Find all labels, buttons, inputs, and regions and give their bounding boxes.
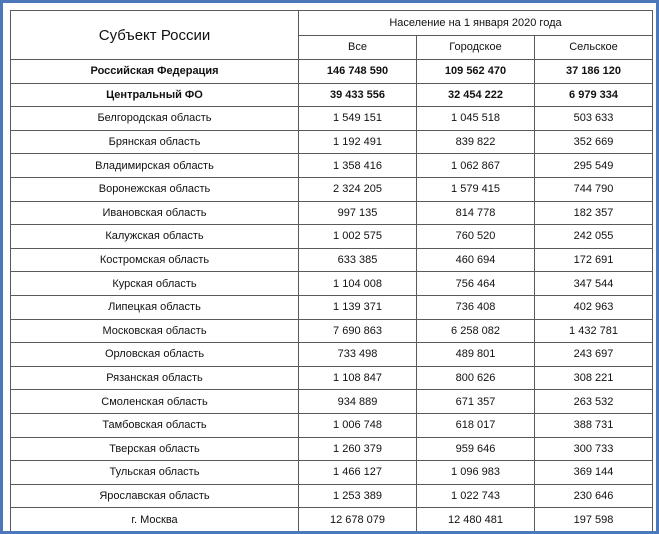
rural-population-cell: 37 186 120 [535, 60, 653, 84]
population-table [10, 10, 653, 532]
all-population-cell: 2 324 205 [299, 177, 417, 201]
urban-population-cell: 12 480 481 [417, 508, 535, 532]
all-population-cell: 1 253 389 [299, 484, 417, 508]
rural-population-cell: 503 633 [535, 107, 653, 131]
subject-cell: Московская область [11, 319, 299, 343]
subject-cell: Российская Федерация [11, 60, 299, 84]
table-row [11, 508, 653, 532]
table-row [11, 225, 653, 249]
urban-column-header: Городское [417, 35, 535, 60]
all-population-cell: 1 549 151 [299, 107, 417, 131]
subject-cell: Орловская область [11, 343, 299, 367]
rural-population-cell: 182 357 [535, 201, 653, 225]
subject-cell: Центральный ФО [11, 83, 299, 107]
rural-population-cell: 388 731 [535, 413, 653, 437]
all-population-cell: 1 260 379 [299, 437, 417, 461]
urban-population-cell: 814 778 [417, 201, 535, 225]
table-row [11, 248, 653, 272]
table-row [11, 319, 653, 343]
rural-population-cell: 243 697 [535, 343, 653, 367]
urban-population-cell: 1 045 518 [417, 107, 535, 131]
table-row [11, 390, 653, 414]
all-population-cell: 1 104 008 [299, 272, 417, 296]
all-population-cell: 733 498 [299, 343, 417, 367]
table-row [11, 272, 653, 296]
subject-cell: Белгородская область [11, 107, 299, 131]
rural-population-cell: 263 532 [535, 390, 653, 414]
rural-population-cell: 172 691 [535, 248, 653, 272]
urban-population-cell: 1 096 983 [417, 461, 535, 485]
all-population-cell: 633 385 [299, 248, 417, 272]
all-column-header: Все [299, 35, 417, 60]
subject-cell: Брянская область [11, 130, 299, 154]
rural-population-cell: 402 963 [535, 295, 653, 319]
all-population-cell: 1 139 371 [299, 295, 417, 319]
header-row-top [11, 11, 653, 36]
subject-cell: Курская область [11, 272, 299, 296]
subject-column-header: Субъект России [11, 11, 299, 60]
urban-population-cell: 618 017 [417, 413, 535, 437]
urban-population-cell: 800 626 [417, 366, 535, 390]
rural-population-cell: 6 979 334 [535, 83, 653, 107]
all-population-cell: 1 108 847 [299, 366, 417, 390]
urban-population-cell: 489 801 [417, 343, 535, 367]
urban-population-cell: 1 022 743 [417, 484, 535, 508]
table-header [11, 11, 653, 60]
urban-population-cell: 6 258 082 [417, 319, 535, 343]
all-population-cell: 1 192 491 [299, 130, 417, 154]
rural-column-header: Сельское [535, 35, 653, 60]
table-row [11, 437, 653, 461]
urban-population-cell: 109 562 470 [417, 60, 535, 84]
rural-population-cell: 300 733 [535, 437, 653, 461]
urban-population-cell: 736 408 [417, 295, 535, 319]
table-row [11, 107, 653, 131]
subject-cell: Тверская область [11, 437, 299, 461]
urban-population-cell: 460 694 [417, 248, 535, 272]
rural-population-cell: 369 144 [535, 461, 653, 485]
urban-population-cell: 959 646 [417, 437, 535, 461]
urban-population-cell: 760 520 [417, 225, 535, 249]
table-row [11, 484, 653, 508]
subject-cell: Калужская область [11, 225, 299, 249]
table-row [11, 413, 653, 437]
table-row [11, 177, 653, 201]
urban-population-cell: 1 062 867 [417, 154, 535, 178]
all-population-cell: 39 433 556 [299, 83, 417, 107]
subject-cell: Ивановская область [11, 201, 299, 225]
all-population-cell: 1 002 575 [299, 225, 417, 249]
table-row [11, 130, 653, 154]
table-row [11, 83, 653, 107]
table-row [11, 201, 653, 225]
table-body [11, 60, 653, 532]
urban-population-cell: 839 822 [417, 130, 535, 154]
subject-cell: Рязанская область [11, 366, 299, 390]
rural-population-cell: 1 432 781 [535, 319, 653, 343]
subject-cell: Ярославская область [11, 484, 299, 508]
subject-cell: Тамбовская область [11, 413, 299, 437]
table-row [11, 295, 653, 319]
rural-population-cell: 295 549 [535, 154, 653, 178]
rural-population-cell: 242 055 [535, 225, 653, 249]
urban-population-cell: 32 454 222 [417, 83, 535, 107]
all-population-cell: 997 135 [299, 201, 417, 225]
urban-population-cell: 671 357 [417, 390, 535, 414]
rural-population-cell: 352 669 [535, 130, 653, 154]
table-row [11, 60, 653, 84]
all-population-cell: 934 889 [299, 390, 417, 414]
rural-population-cell: 347 544 [535, 272, 653, 296]
subject-cell: Костромская область [11, 248, 299, 272]
subject-cell: Владимирская область [11, 154, 299, 178]
all-population-cell: 1 006 748 [299, 413, 417, 437]
population-group-header: Население на 1 января 2020 года [299, 11, 653, 36]
subject-cell: Воронежская область [11, 177, 299, 201]
table-row [11, 343, 653, 367]
subject-cell: Смоленская область [11, 390, 299, 414]
table-row [11, 366, 653, 390]
urban-population-cell: 1 579 415 [417, 177, 535, 201]
rural-population-cell: 308 221 [535, 366, 653, 390]
subject-cell: Тульская область [11, 461, 299, 485]
urban-population-cell: 756 464 [417, 272, 535, 296]
rural-population-cell: 197 598 [535, 508, 653, 532]
rural-population-cell: 744 790 [535, 177, 653, 201]
all-population-cell: 1 358 416 [299, 154, 417, 178]
table-row [11, 461, 653, 485]
subject-cell: Липецкая область [11, 295, 299, 319]
table-row [11, 154, 653, 178]
subject-cell: г. Москва [11, 508, 299, 532]
rural-population-cell: 230 646 [535, 484, 653, 508]
all-population-cell: 12 678 079 [299, 508, 417, 532]
all-population-cell: 146 748 590 [299, 60, 417, 84]
all-population-cell: 7 690 863 [299, 319, 417, 343]
all-population-cell: 1 466 127 [299, 461, 417, 485]
